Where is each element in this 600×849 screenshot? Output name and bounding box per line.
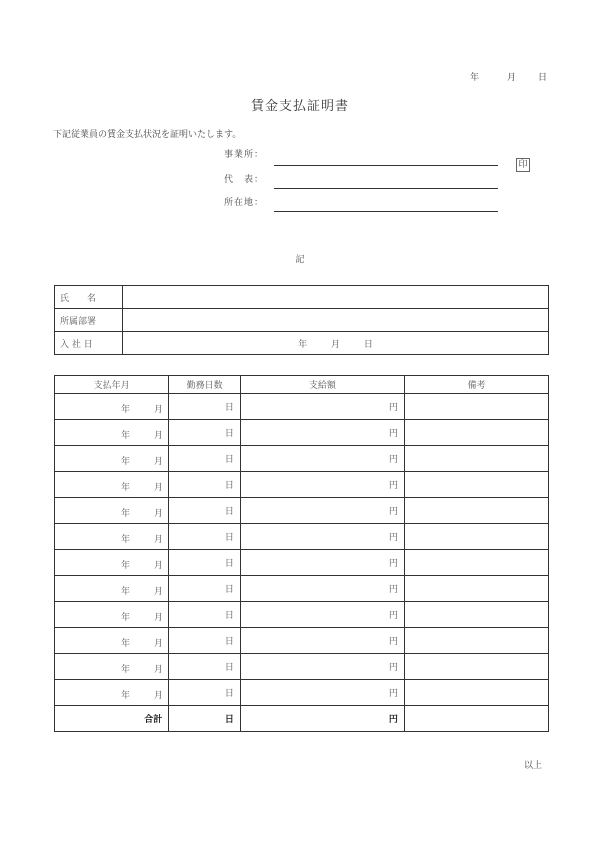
table-row [55, 576, 549, 602]
pay-month-cell[interactable] [55, 524, 169, 550]
work-days-cell[interactable]: 日 [169, 628, 241, 654]
total-row [55, 706, 549, 732]
row-year-label: 年 [121, 587, 131, 597]
total-remarks-cell[interactable] [404, 706, 548, 732]
row-year-label: 年 [121, 405, 131, 415]
work-days-cell[interactable]: 日 [169, 654, 241, 680]
remarks-cell[interactable] [404, 602, 548, 628]
remarks-cell[interactable] [404, 654, 548, 680]
remarks-cell[interactable] [404, 550, 548, 576]
office-field[interactable] [274, 165, 498, 166]
row-year-label: 年 [121, 431, 131, 441]
dept-row [55, 309, 549, 332]
intro-text: 下記従業員の賃金支払状況を証明いたします。 [53, 130, 242, 140]
row-month-label: 月 [154, 639, 164, 649]
pay-month-cell[interactable] [55, 394, 169, 420]
address-field[interactable] [274, 211, 498, 212]
row-year-label: 年 [121, 509, 131, 519]
row-month-label: 月 [154, 613, 164, 623]
col-remarks: 備考 [404, 376, 548, 394]
row-month-label: 月 [154, 509, 164, 519]
table-row [55, 524, 549, 550]
table-row [55, 472, 549, 498]
address-label: 所在地： [224, 198, 265, 208]
remarks-cell[interactable] [404, 446, 548, 472]
total-label: 合計 [55, 706, 169, 732]
document-title: 賃金支払証明書 [250, 99, 349, 114]
dept-label: 所属部署 [55, 309, 123, 332]
row-month-label: 月 [154, 587, 164, 597]
work-days-cell[interactable]: 日 [169, 394, 241, 420]
amount-cell[interactable]: 円 [240, 628, 404, 654]
join-row [55, 332, 549, 355]
row-year-label: 年 [121, 561, 131, 571]
remarks-cell[interactable] [404, 628, 548, 654]
row-month-label: 月 [154, 691, 164, 701]
work-days-cell[interactable]: 日 [169, 498, 241, 524]
work-days-cell[interactable]: 日 [169, 602, 241, 628]
table-row [55, 628, 549, 654]
join-date-field[interactable] [123, 332, 549, 355]
seal-mark: 印 [516, 158, 530, 172]
pay-month-cell[interactable] [55, 680, 169, 706]
row-year-label: 年 [121, 613, 131, 623]
row-year-label: 年 [121, 639, 131, 649]
issue-date [470, 70, 550, 86]
amount-cell[interactable]: 円 [240, 420, 404, 446]
pay-month-cell[interactable] [55, 576, 169, 602]
col-work-days: 勤務日数 [169, 376, 241, 394]
representative-field[interactable] [274, 188, 498, 189]
join-year-label: 年 [298, 339, 308, 350]
row-year-label: 年 [121, 457, 131, 467]
pay-month-cell[interactable] [55, 472, 169, 498]
pay-month-cell[interactable] [55, 654, 169, 680]
office-label: 事業所： [224, 150, 265, 160]
work-days-cell[interactable]: 日 [169, 680, 241, 706]
name-field[interactable] [123, 286, 549, 309]
row-month-label: 月 [154, 431, 164, 441]
row-year-label: 年 [121, 665, 131, 675]
join-month-label: 月 [330, 339, 340, 350]
remarks-cell[interactable] [404, 680, 548, 706]
payment-table [54, 375, 549, 732]
work-days-cell[interactable]: 日 [169, 576, 241, 602]
row-year-label: 年 [121, 535, 131, 545]
row-year-label: 年 [121, 691, 131, 701]
representative-label: 代 表： [224, 175, 265, 185]
amount-cell[interactable]: 円 [240, 550, 404, 576]
remarks-cell[interactable] [404, 394, 548, 420]
total-days-cell[interactable]: 日 [169, 706, 241, 732]
employee-info-table [54, 285, 549, 355]
row-month-label: 月 [154, 405, 164, 415]
row-year-label: 年 [121, 483, 131, 493]
work-days-cell[interactable]: 日 [169, 420, 241, 446]
issue-day-label: 日 [538, 73, 548, 83]
table-row [55, 602, 549, 628]
table-row [55, 446, 549, 472]
pay-month-cell[interactable] [55, 628, 169, 654]
amount-cell[interactable]: 円 [240, 394, 404, 420]
remarks-cell[interactable] [404, 420, 548, 446]
pay-month-cell[interactable] [55, 602, 169, 628]
table-row [55, 394, 549, 420]
issue-month-label: 月 [507, 73, 517, 83]
pay-month-cell[interactable] [55, 550, 169, 576]
row-month-label: 月 [154, 665, 164, 675]
pay-month-cell[interactable] [55, 498, 169, 524]
row-month-label: 月 [154, 535, 164, 545]
join-day-label: 日 [363, 339, 373, 350]
work-days-cell[interactable]: 日 [169, 524, 241, 550]
work-days-cell[interactable]: 日 [169, 472, 241, 498]
amount-cell[interactable]: 円 [240, 680, 404, 706]
amount-cell[interactable]: 円 [240, 472, 404, 498]
amount-cell[interactable]: 円 [240, 498, 404, 524]
table-row [55, 550, 549, 576]
work-days-cell[interactable]: 日 [169, 446, 241, 472]
remarks-cell[interactable] [404, 498, 548, 524]
col-pay-month: 支払年月 [55, 376, 169, 394]
pay-month-cell[interactable] [55, 420, 169, 446]
amount-cell[interactable]: 円 [240, 602, 404, 628]
name-row [55, 286, 549, 309]
dept-field[interactable] [123, 309, 549, 332]
row-month-label: 月 [154, 483, 164, 493]
row-month-label: 月 [154, 457, 164, 467]
name-label: 氏 名 [55, 286, 123, 309]
remarks-cell[interactable] [404, 524, 548, 550]
work-days-cell[interactable]: 日 [169, 550, 241, 576]
pay-month-cell[interactable] [55, 446, 169, 472]
amount-cell[interactable]: 円 [240, 576, 404, 602]
join-label: 入 社 日 [55, 332, 123, 355]
amount-cell[interactable]: 円 [240, 524, 404, 550]
amount-cell[interactable]: 円 [240, 446, 404, 472]
col-amount: 支給額 [240, 376, 404, 394]
table-row [55, 420, 549, 446]
remarks-cell[interactable] [404, 576, 548, 602]
ki-mark: 記 [295, 255, 305, 265]
table-row [55, 680, 549, 706]
table-row [55, 654, 549, 680]
total-amount-cell[interactable]: 円 [240, 706, 404, 732]
row-month-label: 月 [154, 561, 164, 571]
issue-year-label: 年 [470, 73, 480, 83]
payment-header-row [55, 376, 549, 394]
remarks-cell[interactable] [404, 472, 548, 498]
amount-cell[interactable]: 円 [240, 654, 404, 680]
end-mark: 以上 [524, 761, 543, 771]
table-row [55, 498, 549, 524]
